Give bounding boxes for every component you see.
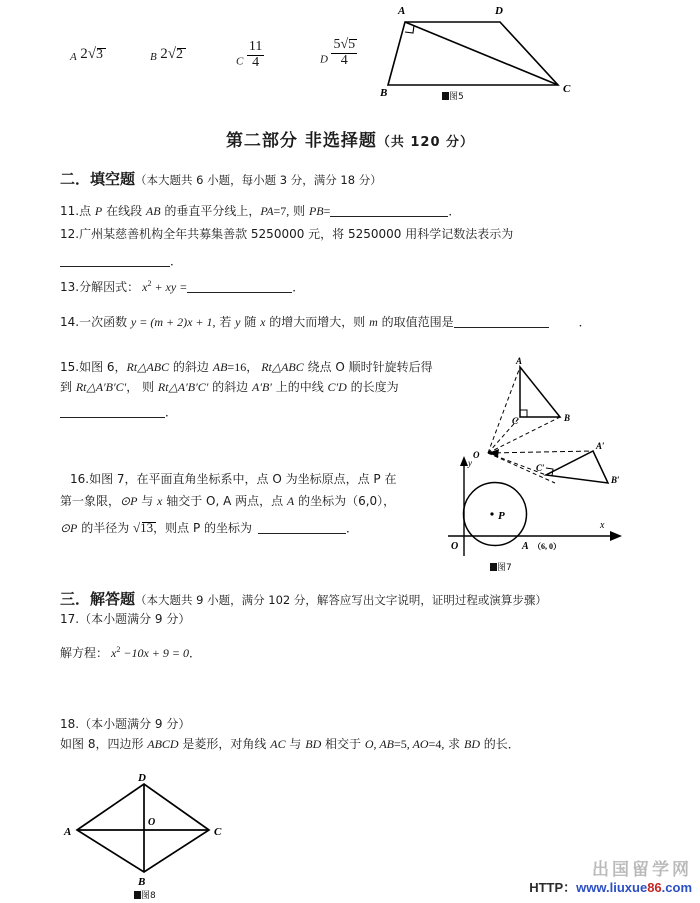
figure-5-caption: 图5 <box>442 86 464 104</box>
q11-t3: 的垂直平分线上， <box>160 204 261 218</box>
figure-5-label-B: B <box>380 87 388 99</box>
q18-lf: =4, <box>428 737 445 751</box>
q16-circ1: ⊙P <box>120 494 138 508</box>
section-3-title: 三．解答题 <box>60 590 136 608</box>
choice-d-denominator: 4 <box>331 53 357 69</box>
q15-tri4: Rt△A′B′C′ <box>157 380 209 394</box>
figure-6-label-A: A <box>516 356 523 366</box>
choice-d <box>320 38 357 68</box>
q15-l2d: 上的中线 <box>271 380 328 394</box>
q11-tail: ． <box>448 204 461 218</box>
figure-7 <box>442 452 647 572</box>
question-18-body <box>60 735 640 754</box>
q15-l2b: ， 则 <box>126 380 158 394</box>
figure-6-label-C-prime: C′ <box>536 463 545 473</box>
q15-tri3: Rt△A′B′C′ <box>75 380 127 394</box>
figure-6-label-C: C <box>512 416 519 426</box>
q12-answer-blank[interactable] <box>60 255 170 267</box>
q15-l1a: 如图 6， <box>79 360 127 374</box>
question-11-no: 11. <box>60 204 80 218</box>
part-title-text: 第二部分 非选择题 <box>225 131 377 151</box>
choice-a: A 2√ 3 <box>70 46 103 63</box>
q16-answer-blank[interactable] <box>258 522 346 534</box>
figure-8-label-A: A <box>64 826 72 838</box>
q11-var-ab: AB <box>145 204 161 218</box>
q18-bd: BD <box>305 737 322 751</box>
q16-l3a: 的半径为 <box>77 521 134 535</box>
question-12-no: 12. <box>60 227 80 241</box>
part-title <box>0 126 700 151</box>
q11-eq2v: = <box>323 204 331 218</box>
q12-line1: 广州某慈善机构全年共募集善款 5250000 元，将 5250000 用科学记数法表示为 <box>79 227 514 241</box>
q14-t3: 随 <box>240 315 261 329</box>
q14-answer-blank[interactable] <box>454 316 549 328</box>
q13-var-x: x <box>142 280 148 294</box>
question-15 <box>60 358 460 377</box>
q11-var-p: P <box>94 204 103 218</box>
choice-a-label: A <box>70 51 77 63</box>
q14-t2: 若 <box>215 315 236 329</box>
q16-varA: A <box>286 494 295 508</box>
figure-5-label-A: A <box>398 5 406 17</box>
figure-8-label-D: D <box>138 772 146 784</box>
q15-tri1: Rt△ABC <box>126 360 170 374</box>
figure-5 <box>380 0 600 105</box>
q16-l2b: 与 <box>137 494 158 508</box>
question-16-no: 16. <box>70 472 90 486</box>
question-17 <box>60 610 460 629</box>
section-3-heading <box>60 588 660 609</box>
watermark-url-digits: 86 <box>647 880 662 895</box>
section-2-note: （本大题共 6 小题，每小题 3 分，满分 18 分） <box>135 173 382 187</box>
q17-exp: 2 <box>116 645 121 654</box>
figure-6-label-B-prime: B′ <box>611 475 620 485</box>
q15-l1c: =16， <box>227 360 262 374</box>
question-18-no: 18. <box>60 717 80 731</box>
figure-8-label-O: O <box>148 817 156 828</box>
q18-lb: 是菱形，对角线 <box>178 737 271 751</box>
choice-c-label: C <box>236 55 244 68</box>
q16-l2a: 第一象限， <box>60 494 121 508</box>
figure-7-label-O: O <box>451 541 459 552</box>
q14-var-x: x <box>260 315 266 329</box>
q16-varx: x <box>157 494 163 508</box>
q16-circ2: ⊙P <box>60 521 78 535</box>
figure-7-caption: 图7 <box>490 557 512 575</box>
q14-expr: y = (m + 2)x + 1, <box>130 315 216 329</box>
q18-le: =5, <box>394 737 410 751</box>
q15-l2e: 的长度为 <box>346 380 399 394</box>
q18-lg: 求 <box>444 737 464 751</box>
figure-5-label-C: C <box>563 83 571 95</box>
question-12 <box>60 225 640 244</box>
question-13 <box>60 278 640 297</box>
watermark <box>529 862 692 896</box>
choice-c-denominator: 4 <box>247 55 264 71</box>
question-17-body <box>60 644 460 663</box>
watermark-url-part2: .com <box>661 880 692 895</box>
q17-body-label: 解方程： <box>60 646 109 660</box>
question-17-no: 17. <box>60 612 80 626</box>
q15-l2a: 到 <box>60 380 76 394</box>
q15-l1b: 的斜边 <box>169 360 213 374</box>
q15-l2c: 的斜边 <box>208 380 252 394</box>
section-2-title: 二．填空题 <box>60 170 136 188</box>
q18-bd2: BD <box>463 737 480 751</box>
question-13-no: 13. <box>60 280 80 294</box>
section-3-note: （本大题共 9 小题，满分 102 分，解答应写出文字说明，证明过程或演算步骤） <box>135 593 547 607</box>
q18-o: O, <box>364 737 377 751</box>
question-15-no: 15. <box>60 360 80 374</box>
q18-abcd: ABCD <box>147 737 179 751</box>
figure-5-label-D: D <box>495 5 503 17</box>
figure-8 <box>52 772 262 901</box>
q18-la: 如图 8，四边形 <box>60 737 148 751</box>
q15-tri2: Rt△ABC <box>261 360 304 374</box>
figure-8-caption: 图8 <box>134 885 156 903</box>
q11-t4: 则 <box>289 204 309 218</box>
question-15-line2 <box>60 378 460 397</box>
q16-l2d: 的坐标为（6,0）， <box>294 494 396 508</box>
q11-answer-blank[interactable] <box>330 205 448 217</box>
figure-7-axis-y: y <box>468 458 472 468</box>
q17-sub: （本小题满分 9 分） <box>79 612 191 626</box>
q18-ab: AB <box>376 737 394 751</box>
figure-8-svg <box>52 772 262 897</box>
figure-7-svg <box>442 452 647 572</box>
question-16-line3: ⊙P 的半径为 √ 13，则点 P 的坐标为 ． <box>60 520 359 535</box>
q18-lc: 与 <box>285 737 306 751</box>
q11-eq2: PB <box>308 204 324 218</box>
q11-t2: 在线段 <box>102 204 146 218</box>
q18-ao: AO <box>409 737 429 751</box>
question-15-line3 <box>60 403 360 422</box>
question-18 <box>60 715 640 734</box>
watermark-url <box>529 877 692 896</box>
choice-c-numerator: 11 <box>248 39 263 54</box>
question-16 <box>60 470 460 489</box>
choice-d-numerator: 5√ 5 <box>331 38 357 53</box>
q15-ab2: A′B′ <box>251 380 272 394</box>
q11-eq1v: =7, <box>273 204 290 218</box>
question-14-no: 14. <box>60 315 80 329</box>
q13-expr-rest: + xy = <box>154 280 188 294</box>
q17-var-x: x <box>111 646 117 660</box>
q13-text: 分解因式： <box>79 280 140 294</box>
choice-row <box>70 38 400 78</box>
question-14 <box>60 313 650 332</box>
choice-d-label: D <box>320 53 328 66</box>
q18-ld: 相交于 <box>321 737 365 751</box>
figure-8-label-C: C <box>214 826 222 838</box>
q14-t1: 一次函数 <box>79 315 131 329</box>
figure-7-label-A: A <box>522 541 529 552</box>
q16-l2c: 轴交于 O, A 两点，点 <box>162 494 287 508</box>
question-11 <box>60 202 640 221</box>
part-title-points: （共 120 分） <box>376 135 475 150</box>
q18-lh: 的长． <box>479 737 520 751</box>
q15-tail: ． <box>165 405 178 419</box>
q11-t1: 点 <box>79 204 95 218</box>
q16-tail: ． <box>346 521 359 535</box>
q16-l3b: ，则点 P 的坐标为 <box>153 521 253 535</box>
q17-rest: −10x + 9 = 0 <box>123 646 189 660</box>
figure-7-axis-x: x <box>600 520 605 531</box>
q13-answer-blank[interactable] <box>187 281 292 293</box>
q14-t4: 的增大而增大，则 <box>265 315 370 329</box>
section-2-heading <box>60 168 640 189</box>
question-12-line2 <box>60 252 640 271</box>
figure-7-label-P: P <box>498 510 505 522</box>
q14-var-y: y <box>235 315 241 329</box>
figure-5-svg <box>380 0 600 105</box>
watermark-site-name: 出国留学网 <box>592 860 692 880</box>
q16-l1: 如图 7，在平面直角坐标系中，点 O 为坐标原点，点 P 在 <box>89 472 397 486</box>
q17-tail: ． <box>188 646 201 660</box>
figure-6-label-B: B <box>564 413 571 423</box>
q12-tail: ． <box>170 254 183 268</box>
q11-eq1: PA <box>260 204 274 218</box>
q14-var-m: m <box>369 315 378 329</box>
figure-6-label-O: O <box>473 450 480 460</box>
q14-t5: 的取值范围是 <box>377 315 454 329</box>
choice-b-label: B <box>150 51 157 63</box>
q15-l1d: 绕点 O 顺时针旋转后得 <box>303 360 433 374</box>
watermark-http: HTTP： <box>529 880 577 895</box>
q15-cd: C′D <box>327 380 347 394</box>
question-16-line2 <box>60 492 460 511</box>
figure-6-label-A-prime: A′ <box>596 441 605 451</box>
q13-exp: 2 <box>147 279 152 288</box>
q18-sub: （本小题满分 9 分） <box>79 717 191 731</box>
figure-8-label-B: B <box>138 876 146 888</box>
q13-tail: ． <box>292 280 305 294</box>
q15-ab: AB <box>212 360 228 374</box>
choice-b: B 2√ 2 <box>150 46 183 63</box>
figure-7-label-A-coord: （6, 0） <box>533 542 561 551</box>
q14-tail: ． <box>578 315 591 329</box>
watermark-url-part1: www.liuxue <box>576 880 648 895</box>
q18-ac: AC <box>270 737 286 751</box>
choice-c <box>236 40 264 70</box>
q15-answer-blank[interactable] <box>60 406 165 418</box>
